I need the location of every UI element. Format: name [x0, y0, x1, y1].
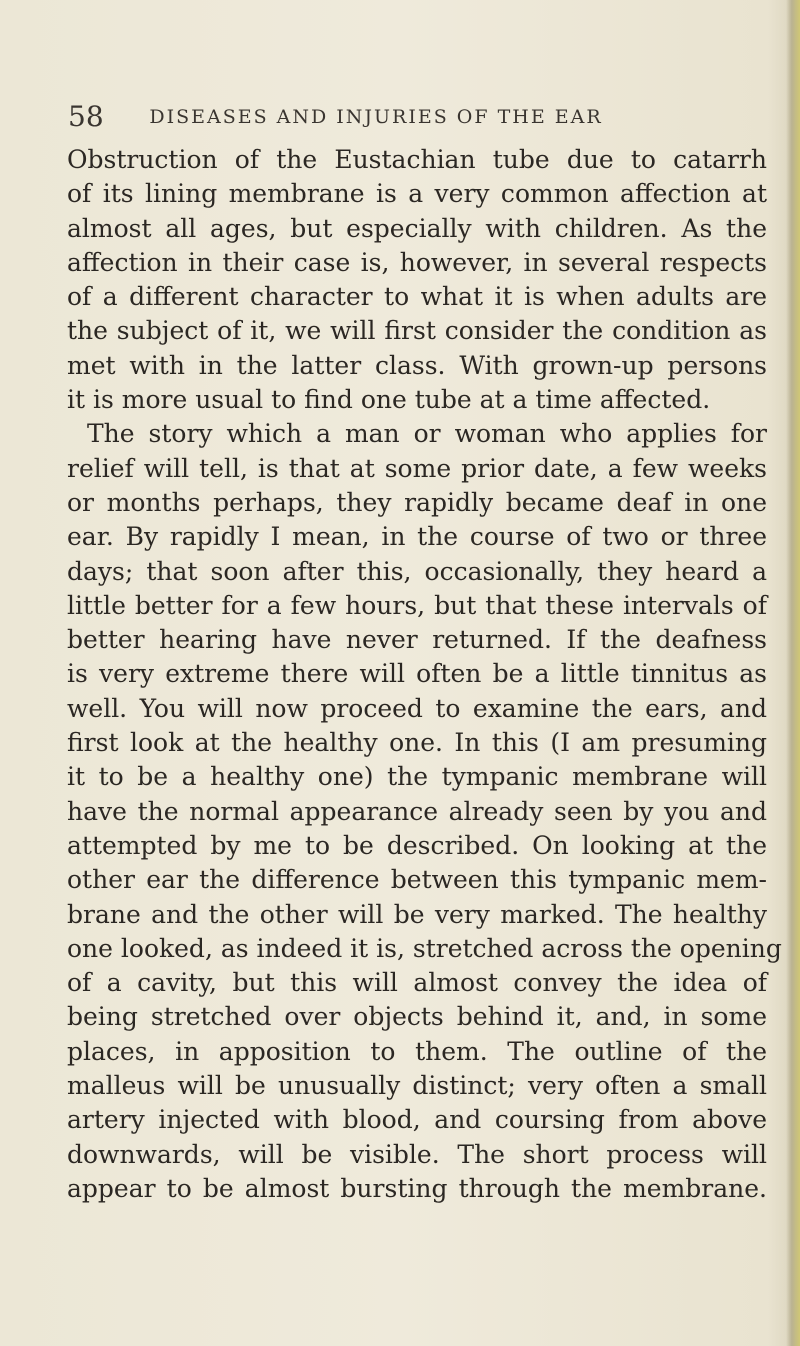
text-line: being stretched over objects behind it, and, in some [67, 1002, 767, 1032]
text-line: the subject of it, we will first consider the condition as [67, 316, 767, 346]
text-line: better hearing have never returned. If the deafness [67, 625, 767, 655]
text-line: affection in their case is, however, in several respects [67, 247, 767, 277]
body-text [67, 143, 782, 1206]
text-line: Obstruction of the Eustachian tube due to catarrh [67, 145, 767, 174]
text-line: almost all ages, but especially with children. As the [67, 213, 767, 243]
text-line: brane and the other will be very marked. The healthy [67, 899, 767, 929]
running-head: DISEASES AND INJURIES OF THE EAR [149, 106, 603, 128]
text-line: of a different character to what it is when adults are [67, 282, 767, 312]
text-line: met with in the latter class. With grown-up persons [67, 350, 767, 380]
page-header [68, 100, 768, 136]
text-line: or months perhaps, they rapidly became deaf in one [67, 487, 767, 517]
text-line: The story which a man or woman who applies for [87, 419, 767, 449]
text-line: relief will tell, is that at some prior date, a few weeks [67, 453, 767, 483]
text-line: is very extreme there will often be a little tinnitus as [67, 659, 767, 689]
text-line: downwards, will be visible. The short process will [67, 1139, 767, 1169]
text-line: of its lining membrane is a very common affection at [67, 179, 767, 209]
page-edge-shadow [786, 0, 800, 1346]
text-line: malleus will be unusually distinct; very often a small [67, 1071, 767, 1101]
text-line: other ear the difference between this tympanic mem- [67, 865, 767, 895]
text-line: appear to be almost bursting through the membrane. [67, 1173, 767, 1203]
text-line: artery injected with blood, and coursing from above [67, 1105, 767, 1135]
text-line: one looked, as indeed it is, stretched across the opening [67, 933, 782, 963]
text-line: it to be a healthy one) the tympanic membrane will [67, 762, 767, 792]
text-line: of a cavity, but this will almost convey the idea of [67, 968, 767, 998]
text-line: days; that soon after this, occasionally, they heard a [67, 556, 767, 586]
text-line: ear. By rapidly I mean, in the course of two or three [67, 522, 767, 552]
text-line: little better for a few hours, but that these intervals of [67, 590, 767, 620]
text-line: have the normal appearance already seen by you and [67, 796, 767, 826]
text-line: well. You will now proceed to examine the ears, and [67, 693, 767, 723]
page-number: 58 [68, 100, 104, 133]
text-line: it is more usual to find one tube at a time affected. [67, 385, 711, 415]
text-line: attempted by me to be described. On looking at the [67, 830, 767, 860]
text-line: places, in apposition to them. The outline of the [67, 1036, 767, 1066]
text-line: first look at the healthy one. In this (I am presuming [67, 728, 767, 758]
